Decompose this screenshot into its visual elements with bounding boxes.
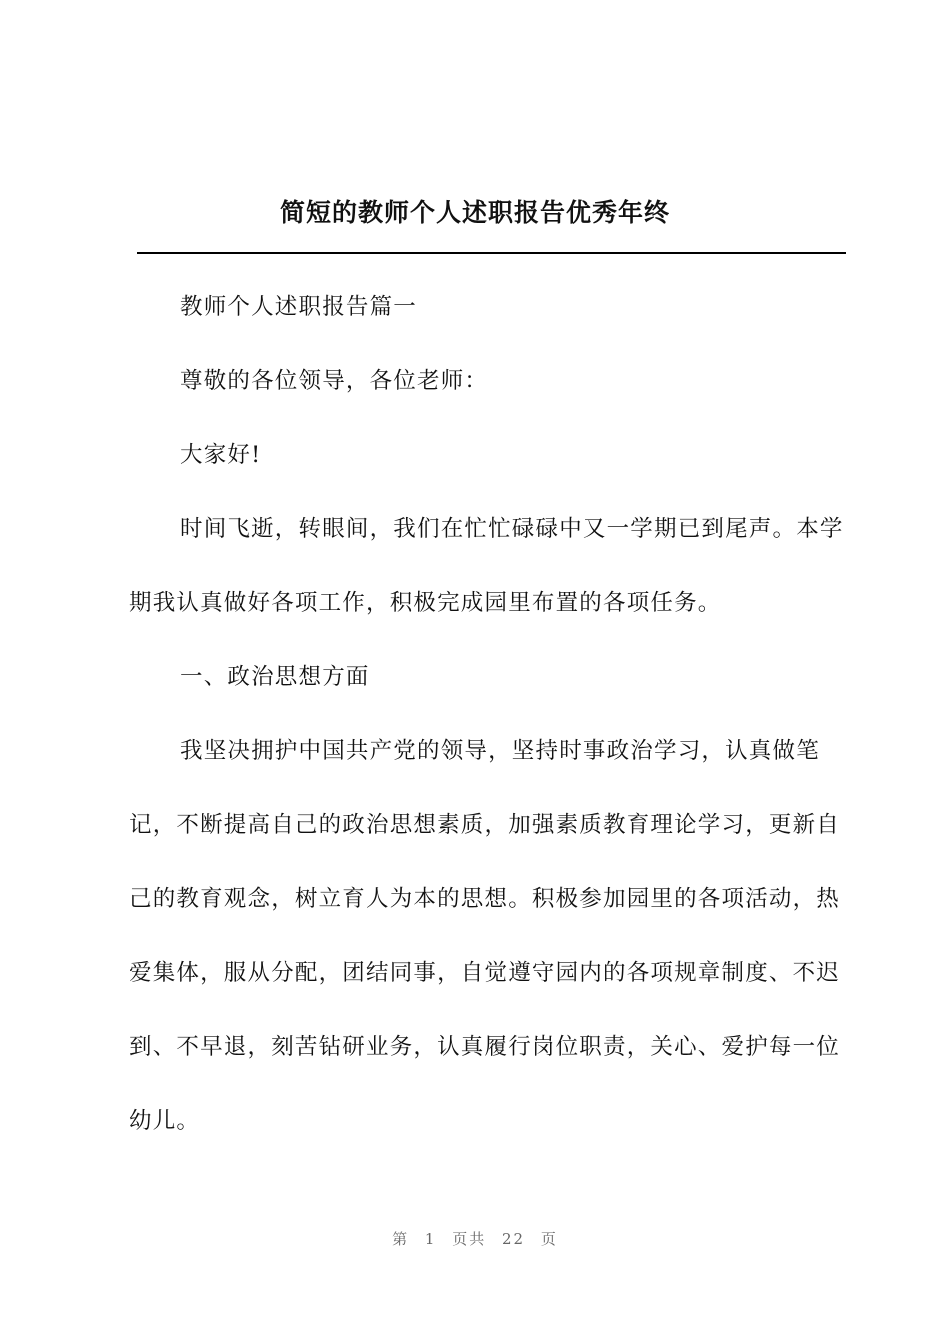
salutation: 尊敬的各位领导，各位老师： <box>180 368 489 394</box>
title-divider <box>137 252 846 254</box>
section-heading: 教师个人述职报告篇一 <box>180 294 418 320</box>
document-title: 简短的教师个人述职报告优秀年终 <box>279 198 670 227</box>
document-body <box>129 270 849 1158</box>
body-paragraph: 我坚决拥护中国共产党的领导，坚持时事政治学习，认真做笔记，不断提高自己的政治思想素质，加强素质教育理论学习，更新自己的教育观念，树立育人为本的思想。积极参加园里的各项活动，热爱集体，服从分配，团结同事，自觉遵守园内的各项规章制度、不迟到、不早退，刻苦钻研业务，认真履行岗位职责，关心、爱护每一位幼儿。 <box>129 738 841 1134</box>
greeting: 大家好! <box>180 442 262 468</box>
page-number: 第 1 页共 22 页 <box>392 1230 558 1248</box>
subsection-heading: 一、政治思想方面 <box>180 664 370 690</box>
body-paragraph: 时间飞逝，转眼间，我们在忙忙碌碌中又一学期已到尾声。本学期我认真做好各项工作，积极完成园里布置的各项任务。 <box>129 516 844 616</box>
